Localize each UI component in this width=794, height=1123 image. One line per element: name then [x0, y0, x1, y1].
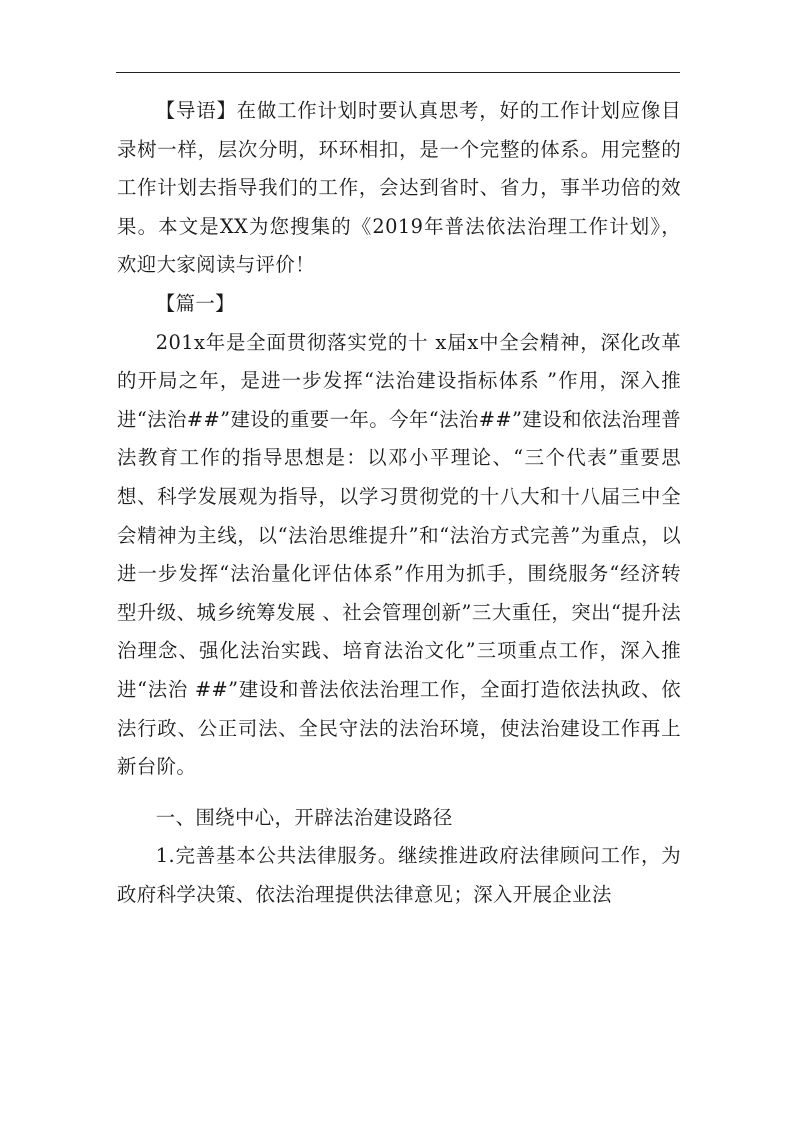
- body-paragraph: 201x年是全面贯彻落实党的十 x届x中全会精神，深化改革的开局之年，是进一步发挥“法治建设指标体系 ”作用，深入推进“法治##”建设的重要一年。今年“法治##”建设和依法治理普法教育工作的指导思想是：以邓小平理论、“三个代表”重要思想、科学发展观为指导，以学习贯彻党的十八大和十八届三中全会精神为主线，以“法治思维提升”和“法治方式完善”为重点，以进一步发挥“法治量化评估体系”作用为抓手，围绕服务“经济转型升级、城乡统筹发展 、社会管理创新”三大重任，突出“提升法治理念、强化法治实践、培育法治文化”三项重点工作，深入推进“法治 ##”建设和普法依法治理工作，全面打造依法执政、依法行政、公正司法、全民守法的法治环境，使法治建设工作再上新台阶。: [117, 330, 681, 779]
- header-rule: [116, 72, 680, 73]
- intro-paragraph: 【导语】在做工作计划时要认真思考，好的工作计划应像目录树一样，层次分明，环环相扣，是一个完整的体系。用完整的工作计划去指导我们的工作，会达到省时、省力，事半功倍的效果。本文是XX为您搜集的《2019年普法依法治理工作计划》，欢迎大家阅读与评价！: [117, 99, 681, 277]
- document-body: [117, 92, 681, 914]
- item-paragraph: 1.完善基本公共法律服务。继续推进政府法律顾问工作，为政府科学决策、依法治理提供法律意见；深入开展企业法: [117, 844, 681, 906]
- part-label: 【篇一】: [155, 291, 235, 315]
- section-heading: 一、围绕中心，开辟法治建设路径: [155, 805, 453, 829]
